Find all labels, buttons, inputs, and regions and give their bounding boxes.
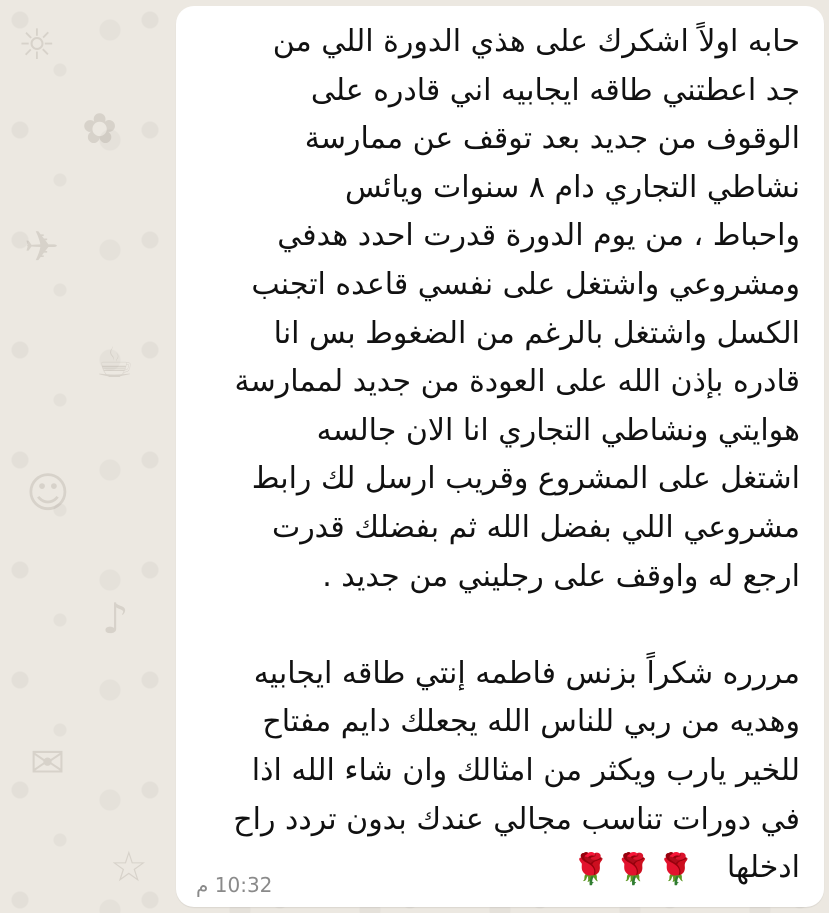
- chat-doodle-icon: ✈: [24, 222, 60, 271]
- message-line: جد اعطتني طاقه ايجابيه اني قادره على: [310, 72, 800, 108]
- chat-doodle-icon: ♪: [102, 594, 129, 643]
- chat-doodle-icon: ☕: [96, 338, 134, 387]
- message-line: حابه اولاً اشكرك على هذي الدورة اللي من: [272, 24, 800, 59]
- message-line: واحباط ، من يوم الدورة قدرت احدد هدفي: [277, 218, 800, 254]
- message-line: هوايتي ونشاطي التجاري انا الان جالسه: [316, 412, 800, 448]
- message-line: قادره بإذن الله على العودة من جديد لممارسة: [234, 364, 800, 400]
- chat-doodle-icon: ✿: [82, 104, 118, 153]
- message-line: مشروعي اللي بفضل الله ثم بفضلك قدرت: [271, 509, 800, 545]
- message-line: للخير يارب ويكثر من امثالك وان شاء الله اذا: [251, 752, 800, 788]
- message-line: مررره شكراً بزنس فاطمه إنتي طاقه ايجابيه: [253, 655, 800, 691]
- message-text: [192, 18, 800, 893]
- message-line: الكسل واشتغل بالرغم من الضغوط بس انا: [273, 315, 800, 351]
- chat-doodle-icon: ☼: [18, 20, 56, 69]
- message-line: وهديه من ربي للناس الله يجعلك دايم مفتاح: [262, 704, 800, 740]
- message-line: الوقوف من جديد بعد توقف عن ممارسة: [304, 121, 800, 157]
- chat-doodle-icon: ☺: [26, 468, 70, 517]
- message-bubble[interactable]: [176, 6, 824, 907]
- message-last-line: [192, 844, 800, 893]
- message-line: في دورات تناسب مجالي عندك بدون تردد راح: [233, 801, 800, 837]
- chat-doodle-icon: ☆: [110, 842, 148, 891]
- message-line: ارجع له واوقف على رجليني من جديد .: [322, 558, 800, 594]
- message-line: نشاطي التجاري دام ٨ سنوات ويائس: [344, 169, 800, 205]
- rose-emoji-icon: 🌹🌹🌹: [572, 852, 700, 888]
- message-line-final-text: ادخلها: [726, 850, 800, 886]
- message-line: اشتغل على المشروع وقريب ارسل لك رابط: [251, 461, 800, 497]
- message-time: 10:32 م: [196, 873, 273, 897]
- message-blank-line: [192, 601, 800, 650]
- chat-doodle-icon: ✉: [30, 738, 66, 787]
- message-line: ومشروعي واشتغل على نفسي قاعده اتجنب: [251, 266, 800, 302]
